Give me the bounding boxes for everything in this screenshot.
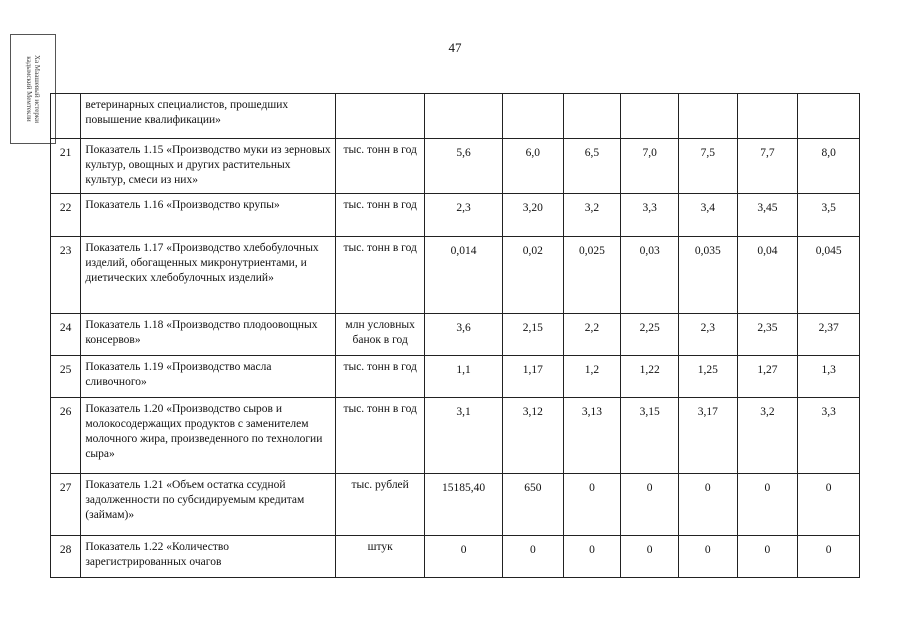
table-body [51, 94, 860, 578]
value-cell: 15185,40 [425, 474, 503, 536]
row-number: 25 [51, 356, 81, 398]
indicator-name: Показатель 1.18 «Производство плодоовощных консервов» [81, 314, 336, 356]
side-stamp-text: Ха Маашевый истерки кадымский Мемтекли [25, 54, 41, 124]
value-cell: 0,014 [425, 237, 503, 314]
unit-cell [336, 94, 425, 139]
value-cell: 0 [425, 536, 503, 578]
value-cell: 5,6 [425, 139, 503, 194]
table-row [51, 356, 860, 398]
value-cell: 3,2 [737, 398, 798, 474]
value-cell: 3,15 [621, 398, 679, 474]
table-row [51, 139, 860, 194]
value-cell: 0 [678, 536, 737, 578]
table-row [51, 237, 860, 314]
row-number: 27 [51, 474, 81, 536]
value-cell [563, 94, 621, 139]
value-cell: 3,6 [425, 314, 503, 356]
unit-cell: тыс. тонн в год [336, 398, 425, 474]
value-cell: 1,3 [798, 356, 860, 398]
value-cell: 0 [737, 536, 798, 578]
indicator-name: Показатель 1.19 «Производство масла сливочного» [81, 356, 336, 398]
indicator-name: Показатель 1.22 «Количество зарегистрированных очагов [81, 536, 336, 578]
value-cell: 7,5 [678, 139, 737, 194]
value-cell: 2,37 [798, 314, 860, 356]
value-cell: 0 [563, 536, 621, 578]
unit-cell: тыс. тонн в год [336, 237, 425, 314]
row-number: 28 [51, 536, 81, 578]
value-cell: 0 [563, 474, 621, 536]
value-cell: 1,2 [563, 356, 621, 398]
value-cell: 3,13 [563, 398, 621, 474]
value-cell [798, 94, 860, 139]
value-cell [621, 94, 679, 139]
unit-cell: млн условных банок в год [336, 314, 425, 356]
value-cell: 0 [798, 474, 860, 536]
indicator-table [50, 93, 860, 578]
value-cell [737, 94, 798, 139]
value-cell: 1,1 [425, 356, 503, 398]
value-cell: 2,25 [621, 314, 679, 356]
row-number: 26 [51, 398, 81, 474]
table-row [51, 314, 860, 356]
value-cell: 6,0 [503, 139, 564, 194]
table-row [51, 94, 860, 139]
row-number: 21 [51, 139, 81, 194]
value-cell: 0,02 [503, 237, 564, 314]
indicator-name: ветеринарных специалистов, прошедших повышение квалификации» [81, 94, 336, 139]
table-row [51, 474, 860, 536]
value-cell: 0 [737, 474, 798, 536]
value-cell: 3,45 [737, 194, 798, 237]
unit-cell: штук [336, 536, 425, 578]
value-cell [503, 94, 564, 139]
value-cell: 3,17 [678, 398, 737, 474]
value-cell: 1,17 [503, 356, 564, 398]
indicator-name: Показатель 1.20 «Производство сыров и молокосодержащих продуктов с заменителем молочного жира, произведенного по технологии сыра» [81, 398, 336, 474]
value-cell: 3,3 [798, 398, 860, 474]
value-cell: 7,0 [621, 139, 679, 194]
indicator-name: Показатель 1.16 «Производство крупы» [81, 194, 336, 237]
row-number: 24 [51, 314, 81, 356]
value-cell: 0 [678, 474, 737, 536]
value-cell: 0,035 [678, 237, 737, 314]
value-cell: 0,025 [563, 237, 621, 314]
value-cell: 0,04 [737, 237, 798, 314]
row-number [51, 94, 81, 139]
table-row [51, 536, 860, 578]
value-cell: 3,12 [503, 398, 564, 474]
value-cell: 2,35 [737, 314, 798, 356]
indicator-name: Показатель 1.15 «Производство муки из зерновых культур, овощных и других растительных культур, смеси из них» [81, 139, 336, 194]
value-cell: 3,3 [621, 194, 679, 237]
value-cell: 0 [621, 536, 679, 578]
value-cell: 6,5 [563, 139, 621, 194]
value-cell: 3,2 [563, 194, 621, 237]
value-cell: 7,7 [737, 139, 798, 194]
value-cell: 0 [621, 474, 679, 536]
value-cell: 2,15 [503, 314, 564, 356]
value-cell: 1,27 [737, 356, 798, 398]
value-cell: 0,03 [621, 237, 679, 314]
page-number: 47 [448, 40, 462, 55]
value-cell: 0,045 [798, 237, 860, 314]
row-number: 23 [51, 237, 81, 314]
value-cell: 2,3 [425, 194, 503, 237]
unit-cell: тыс. тонн в год [336, 139, 425, 194]
value-cell: 3,5 [798, 194, 860, 237]
indicator-name: Показатель 1.17 «Производство хлебобулочных изделий, обогащенных микронутриентами, и диетических хлебобулочных изделий» [81, 237, 336, 314]
value-cell [425, 94, 503, 139]
value-cell: 0 [503, 536, 564, 578]
value-cell: 0 [798, 536, 860, 578]
table-row [51, 398, 860, 474]
value-cell: 3,4 [678, 194, 737, 237]
unit-cell: тыс. рублей [336, 474, 425, 536]
value-cell: 3,20 [503, 194, 564, 237]
indicator-name: Показатель 1.21 «Объем остатка ссудной задолженности по субсидируемым кредитам (займам)» [81, 474, 336, 536]
value-cell: 1,25 [678, 356, 737, 398]
value-cell: 3,1 [425, 398, 503, 474]
unit-cell: тыс. тонн в год [336, 194, 425, 237]
value-cell: 1,22 [621, 356, 679, 398]
value-cell [678, 94, 737, 139]
table-row [51, 194, 860, 237]
unit-cell: тыс. тонн в год [336, 356, 425, 398]
value-cell: 8,0 [798, 139, 860, 194]
value-cell: 2,2 [563, 314, 621, 356]
value-cell: 650 [503, 474, 564, 536]
value-cell: 2,3 [678, 314, 737, 356]
row-number: 22 [51, 194, 81, 237]
